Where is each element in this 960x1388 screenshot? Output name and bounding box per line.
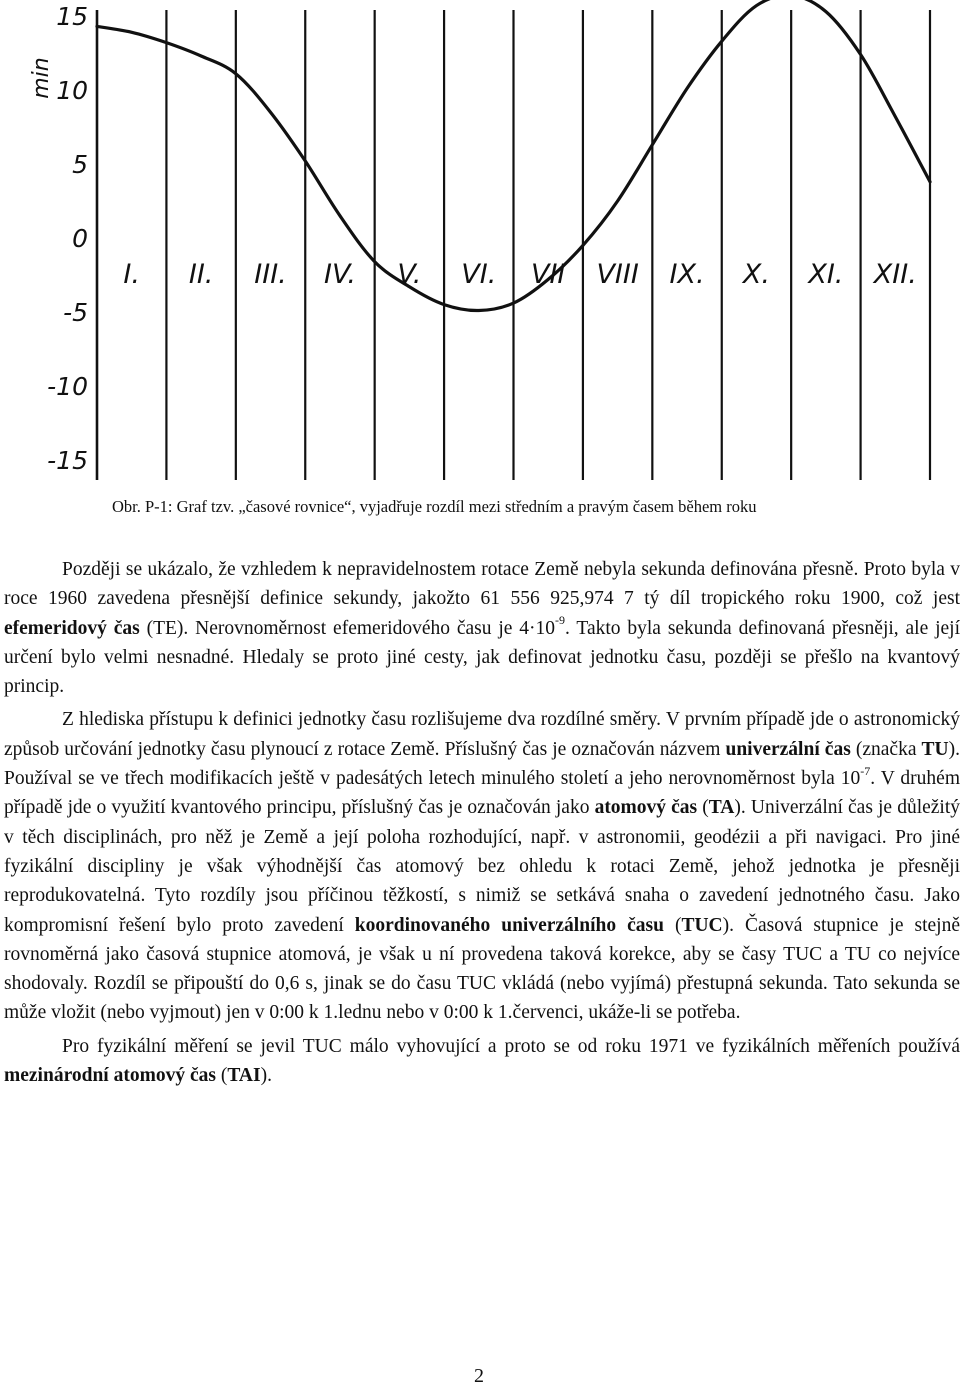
month-label: VIII [596, 259, 639, 290]
y-tick-label: 10 [56, 76, 88, 105]
y-tick-label: 5 [72, 150, 88, 179]
chart-grid [97, 10, 930, 480]
month-label: XI. [808, 259, 844, 290]
equation-of-time-chart [0, 0, 960, 490]
figure-caption: Obr. P-1: Graf tzv. „časové rovnice“, vyjadřuje rozdíl mezi středním a pravým časem během roku [112, 497, 757, 516]
month-label: II. [188, 259, 214, 290]
month-label: IV. [323, 259, 356, 290]
paragraph-1: Později se ukázalo, že vzhledem k nepravidelnostem rotace Země nebyla sekunda definována přesně. Proto byla v roce 1960 zavedena přesnější definice sekundy, jakožto 61 556 925,974 7 tý díl tropického roku 1900, což jest efemeridový čas (TE). Nerovnoměrnost efemeridového času je $4\cdot 10^{-9}$. Takto byla sekunda definovaná přesněji, ale její určení bylo velmi nesnadné. Hledaly se proto jiné cesty, jak definovat jednotku času, později se přešlo na kvantový princip. [4, 559, 960, 698]
y-tick-label: -5 [63, 298, 88, 327]
y-tick-label: -10 [47, 372, 88, 401]
paragraph-3: Pro fyzikální měření se jevil TUC málo vyhovující a proto se od roku 1971 ve fyzikálních měřeních používá mezinárodní atomový čas (TAI). [4, 1035, 960, 1087]
y-tick-label: -15 [47, 446, 88, 475]
y-axis-unit: min [29, 57, 54, 99]
month-label: V. [397, 259, 422, 290]
y-tick-label: 0 [72, 224, 88, 253]
month-label: IX. [669, 259, 705, 290]
paragraph-2: Z hlediska přístupu k definici jednotky času rozlišujeme dva rozdílné směry. V prvním případě jde o astronomický způsob určování jednotky času plynoucí z rotace Země. Příslušný čas je označován názvem univerzální čas (značka TU). Používal se ve třech modifikacích ještě v padesátých letech minulého století a jeho nerovnoměrnost byla $10^{-7}$. V druhém případě jde o využití kvantového principu, příslušný čas je označován jako atomový čas (TA). Univerzální čas je důležitý v těch disciplinách, pro něž je Země a její poloha rozhodující, např. v astronomii, geodézii a při navigaci. Pro jiné fyzikální discipliny je však výhodnější čas atomový bez ohledu k rotaci Země, jehož jednotka je přesněji reprodukovatelná. Tyto rozdíly jsou příčinou těžkostí, s nimiž se setkává snaha o zavedení jednotného času. Jako kompromisní řešení bylo proto zavedení koordinovaného univerzálního času (TUC). Časová stupnice je stejně rovnoměrná jako časová stupnice atomová, je však u ní provedena taková korekce, aby se časy TUC a TU co nejvíce shodovaly. Rozdíl se připouští do 0,6 s, jinak se do času TUC vkládá (nebo vyjímá) přestupná sekunda. Tato sekunda se může vložit (nebo vyjmout) jen v 0:00 k 1.lednu nebo v 0:00 k 1.červenci, ukáže-li se potřeba. [4, 709, 960, 1024]
month-label: X. [742, 259, 771, 290]
month-label: VII [531, 259, 566, 290]
month-label: XII. [873, 259, 917, 290]
page-number: 2 [474, 1365, 484, 1387]
body-text [4, 555, 960, 1090]
y-tick-label: 15 [56, 2, 88, 31]
month-labels [123, 259, 916, 290]
month-label: III. [254, 259, 287, 290]
month-label: I. [123, 259, 140, 290]
month-label: VI. [461, 259, 497, 290]
